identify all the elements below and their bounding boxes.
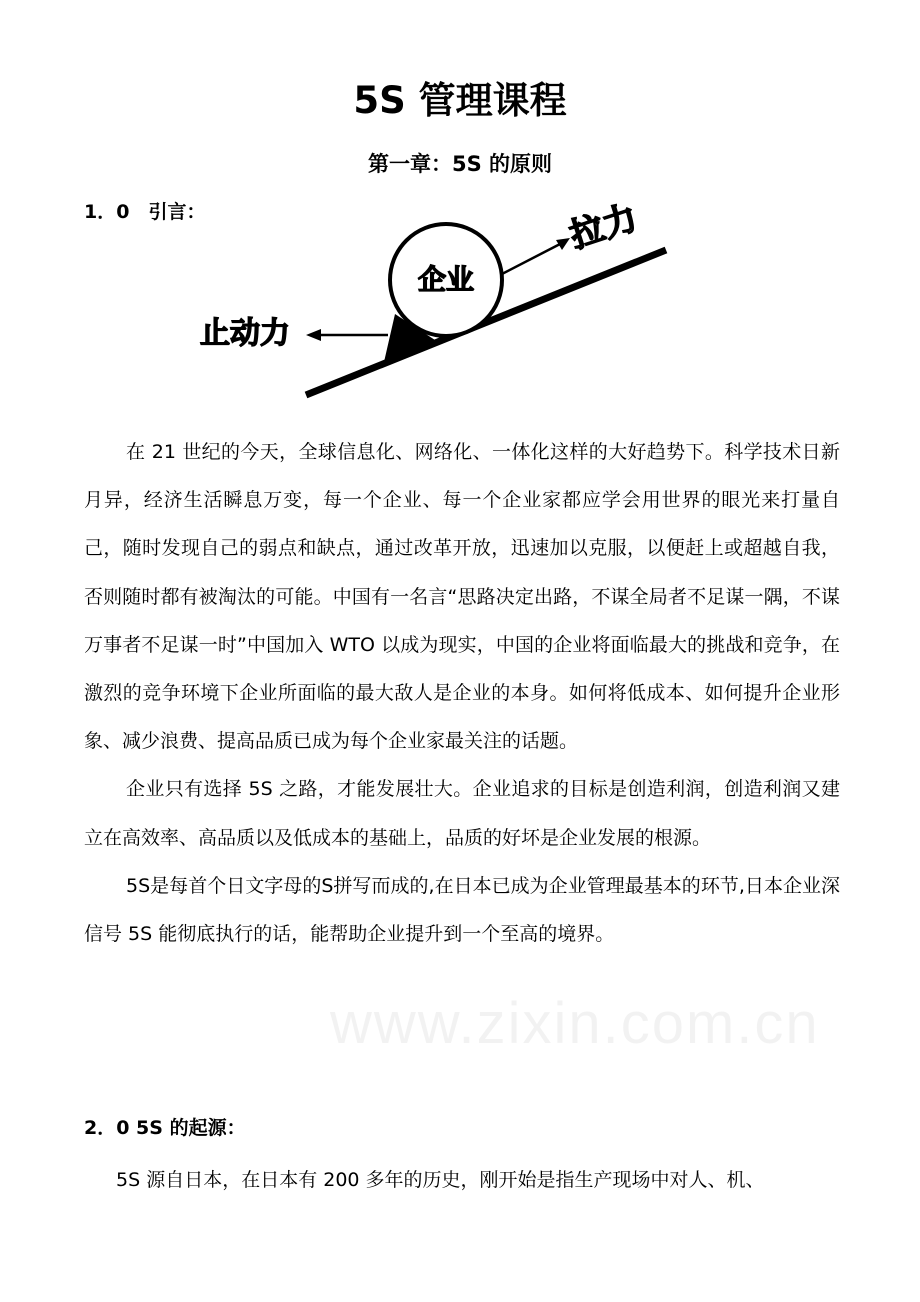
paragraph-1: 在 21 世纪的今天，全球信息化、网络化、一体化这样的大好趋势下。科学技术日新月异，经济生活瞬息万变，每一个企业、每一个企业家都应学会用世界的眼光来打量自己，随时发现自己的弱点和缺点，通过改革开放，迅速加以克服，以便赶上或超越自我，否则随时都有被淘汰的可能。中国有一名言“思路决定出路，不谋全局者不足谋一隅，不谋万事者不足谋一时”中国加入 WTO 以成为现实，中国的企业将面临最大的挑战和竞争，在激烈的竞争环境下企业所面临的最大敌人是企业的本身。如何将低成本、如何提升企业形象、减少浪费、提高品质已成为每个企业家最关注的话题。 <box>84 441 840 753</box>
force-diagram <box>190 190 690 410</box>
watermark: www.zixin.com.cn <box>330 991 820 1056</box>
stopping-force-label: 止动力 <box>200 316 290 351</box>
chapter-heading: 第一章：5S 的原则 <box>367 152 553 176</box>
paragraph-2: 企业只有选择 5S 之路，才能发展壮大。企业追求的目标是创造利润，创造利润又建立在高效率、高品质以及低成本的基础上，品质的好坏是企业发展的根源。 <box>84 778 840 849</box>
intro-body <box>84 428 840 958</box>
pull-force-arrow <box>500 243 562 275</box>
enterprise-label: 企业 <box>417 263 475 296</box>
section-heading-origin: 2．0 5S 的起源： <box>84 1117 246 1139</box>
page-title: 5S 管理课程 <box>353 79 567 122</box>
origin-paragraph: 5S 源自日本，在日本有 200 多年的历史，刚开始是指生产现场中对人、机、 <box>116 1169 765 1191</box>
section-heading-intro: 1．0 引言： <box>84 201 206 223</box>
stopping-force-arrowhead <box>306 329 321 341</box>
paragraph-3: 5S是每首个日文字母的S拼写而成的,在日本已成为企业管理最基本的环节,日本企业深信号 5S 能彻底执行的话，能帮助企业提升到一个至高的境界。 <box>84 874 840 946</box>
pull-force-label: 拉力 <box>565 197 643 257</box>
